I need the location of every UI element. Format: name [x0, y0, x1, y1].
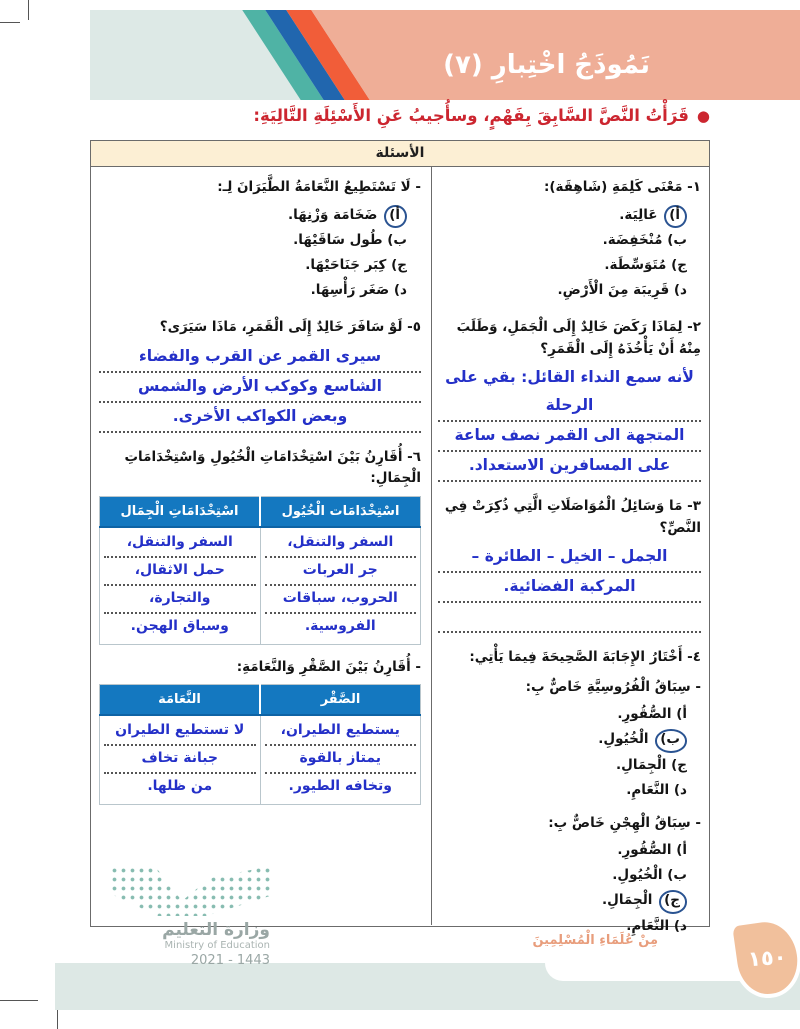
table2-header-falcon: الصَّقْر — [260, 685, 421, 716]
q1-option-b-letter: ب) — [667, 232, 687, 249]
table2-falcon-cell — [260, 715, 421, 805]
question-2-prompt: ٢- لِمَاذَا رَكَضَ خَالِدٌ إِلَى الْجَمَلِ، وَطَلَبَ مِنْهُ أَنْ يَأْخُذَهُ إِلَى الْقَمَرِ؟ — [456, 319, 701, 357]
instruction-line — [85, 106, 710, 125]
q3-answer-line: المركبة الفضائية. — [438, 573, 701, 603]
falcon-ostrich-prompt: - أُقَارِنُ بَيْنَ الصَّقْرِ وَالنَّعَامَةِ: — [236, 658, 421, 675]
right-column — [431, 167, 709, 934]
q4s1-option-c-letter: ج) — [671, 756, 687, 773]
q2-answer-line: على المسافرين الاستعداد. — [438, 452, 701, 482]
table2-ostrich-line: جبانة تخاف — [104, 746, 256, 774]
table2-header-ostrich: النَّعَامَة — [100, 685, 261, 716]
table1-horses-line: السفر والتنقل، — [265, 530, 417, 558]
footer-motto: مِنْ عُلَمَاءِ الْمُسْلِمِينَ — [532, 933, 658, 948]
q1-option-d — [438, 278, 701, 303]
answer-circle-mark: ج) — [659, 890, 687, 914]
answer-circle-mark: أ) — [384, 205, 407, 229]
table2-ostrich-line: لا تستطيع الطيران — [104, 718, 256, 746]
q4s1-option-c — [438, 753, 701, 778]
crop-mark-top-left-h — [0, 22, 20, 23]
q1-option-d-text: قَرِيبَة مِنَ الْأَرْضِ. — [557, 282, 670, 299]
q4s2-option-b-letter: ب) — [667, 867, 687, 884]
table1-header-horses: اسْتِخْدَامَات الْخُيُول — [260, 496, 421, 527]
crop-mark-bottom-left-h — [0, 1000, 38, 1001]
question-4-sub3 — [99, 177, 421, 303]
q4s1-option-d-text: النَّعَامِ. — [626, 781, 670, 798]
q4s3-option-b-letter: ب) — [387, 232, 407, 249]
q2-answer-line: المتجهة الى القمر نصف ساعة — [438, 422, 701, 452]
q4s3-option-b — [99, 228, 421, 253]
q3-answer-line — [438, 603, 701, 633]
question-4 — [438, 647, 701, 939]
q4s1-option-d — [438, 778, 701, 803]
q5-answer-line: سيرى القمر عن القرب والفضاء — [99, 343, 421, 373]
q4s2-option-d-text: النَّعَامِ. — [626, 917, 670, 934]
ministry-year: 2021 - 1443 — [190, 953, 270, 968]
q4s3-option-c — [99, 253, 421, 278]
q1-option-c — [438, 253, 701, 278]
question-3-prompt: ٣- مَا وَسَائِلُ الْمُوَاصَلَاتِ الَّتِي ذُكِرَتْ فِي النَّصِّ؟ — [444, 498, 701, 536]
bullet-icon: ● — [696, 107, 710, 125]
falcon-ostrich-table — [99, 684, 421, 805]
q4-sub1-prompt: - سِبَاقُ الْفُرُوسِيَّةِ خَاصٌّ بِ: — [525, 678, 701, 695]
q4s2-option-c-text: الْجِمَالِ. — [602, 892, 653, 909]
q4s3-option-c-letter: ج) — [391, 257, 407, 274]
table1-camels-line: والتجارة، — [104, 586, 256, 614]
q4s2-option-a — [438, 838, 701, 863]
q4s1-option-d-letter: د) — [673, 781, 687, 798]
q4s2-option-a-text: الصُّقُورِ. — [617, 842, 672, 859]
q4s3-option-a-text: ضَخَامَة وَزْنِهَا. — [288, 206, 378, 223]
q4s2-option-c — [438, 888, 701, 914]
questions-box-header: الأسئلة — [91, 141, 709, 167]
q1-option-c-letter: ج) — [671, 257, 687, 274]
q4s2-option-b — [438, 863, 701, 888]
q5-answer-line: الشاسع وكوكب الأرض والشمس — [99, 373, 421, 403]
q4-sub2-prompt: - سِبَاقُ الْهِجْنِ خَاصٌّ بِ: — [548, 814, 701, 831]
q4s3-option-c-text: كِبَر جَنَاحَيْهَا. — [305, 257, 387, 274]
question-6-prompt: ٦- أُقَارِنُ بَيْنَ اسْتِخْدَامَاتِ الْخُيُولِ وَاسْتِخْدَامَاتِ الْجِمَالِ: — [124, 448, 421, 487]
table1-horses-line: جر العربات — [265, 558, 417, 586]
page-title: نَمُوذَجُ اخْتِبارِ (٧) — [443, 50, 650, 80]
table1-horses-line: الفروسية. — [304, 617, 376, 634]
crop-mark-top-left-v — [28, 0, 29, 20]
question-5-prompt: ٥- لَوْ سَافَرَ خَالِدٌ إِلَى الْقَمَرِ، مَاذَا سَيَرَى؟ — [159, 319, 421, 336]
ministry-name-en: Ministry of Education — [164, 940, 270, 951]
q4s3-option-d-letter: د) — [393, 282, 407, 299]
table1-camels-cell — [100, 527, 261, 645]
q4s2-option-b-text: الْخُيُولِ. — [612, 867, 663, 884]
question-6 — [99, 447, 421, 806]
q1-option-c-text: مُتَوَسِّطَة. — [604, 257, 667, 274]
question-1-prompt: ١- مَعْنَى كَلِمَةِ (شَاهِقَة): — [543, 179, 701, 195]
q3-answer-line: الجمل – الخيل – الطائرة – — [438, 543, 701, 573]
q4s1-option-b-text: الْخُيُولِ. — [598, 731, 649, 748]
answer-circle-mark: ب) — [655, 729, 687, 753]
table1-camels-line: وسباق الهجن. — [130, 617, 229, 634]
question-2 — [438, 317, 701, 482]
question-1 — [438, 177, 701, 303]
table2-falcon-line: يستطيع الطيران، — [265, 718, 417, 746]
q1-option-a — [438, 203, 701, 229]
q5-answer-line: وبعض الكواكب الأخرى. — [99, 403, 421, 433]
bottom-bar-notch — [545, 963, 760, 981]
q4s1-option-c-text: الْجِمَالِ. — [616, 756, 667, 773]
q4s3-option-a — [99, 203, 421, 229]
left-column — [91, 167, 431, 925]
q4s2-option-d-letter: د) — [673, 917, 687, 934]
instruction-text: قَرَأْتُ النَّصَّ السَّابِقَ بِفَهْمٍ، وسأُجيبُ عَنِ الأَسْئِلَةِ التَّالِيَةِ: — [253, 106, 689, 125]
q4s2-option-a-letter: أ) — [676, 842, 687, 859]
q4s3-option-b-text: طُول سَاقَيْهَا. — [293, 232, 383, 249]
uses-comparison-table — [99, 496, 421, 645]
q1-option-a-text: عَالِيَة. — [619, 206, 658, 223]
table1-horses-line: الحروب، سباقات — [265, 586, 417, 614]
ministry-logo — [95, 866, 270, 968]
header-band — [90, 10, 800, 100]
q4-sub3-prompt: - لَا تَسْتَطِيعُ النَّعَامَةُ الطَّيَرَانَ لِـ: — [217, 179, 421, 195]
table2-ostrich-cell — [100, 715, 261, 805]
q4s1-option-a-letter: أ) — [676, 706, 687, 723]
table2-ostrich-line: من ظلها. — [147, 778, 213, 795]
q4s1-option-a — [438, 702, 701, 727]
page-number: ١٥٠ — [746, 944, 788, 972]
q1-option-b — [438, 228, 701, 253]
q1-option-b-text: مُنْخَفِضَة. — [602, 232, 663, 249]
answer-circle-mark: أ) — [664, 205, 687, 229]
q2-answer-line: لأنه سمع النداء القائل: بقي على الرحلة — [438, 364, 701, 422]
table2-falcon-line: يمتاز بالقوة — [265, 746, 417, 774]
table1-camels-line: السفر والتنقل، — [104, 530, 256, 558]
q4s3-option-d — [99, 278, 421, 303]
table1-header-camels: اسْتِخْدَامَاتِ الْجِمَال — [100, 496, 261, 527]
table1-camels-line: حمل الاثقال، — [104, 558, 256, 586]
ministry-logo-icon — [110, 866, 270, 916]
question-4-prompt: ٤- أَخْتَارُ الإِجَابَةَ الصَّحِيحَةَ فِيمَا يَأْتِي: — [469, 649, 701, 666]
q1-option-d-letter: د) — [673, 282, 687, 299]
table2-falcon-line: وتخافه الطيور. — [288, 778, 392, 795]
question-3 — [438, 496, 701, 633]
q4s1-option-a-text: الصُّقُورِ. — [617, 706, 672, 723]
q4s1-option-b — [438, 727, 701, 753]
ministry-name-ar: وزارة التعليم — [162, 920, 270, 940]
table1-horses-cell — [260, 527, 421, 645]
question-5 — [99, 317, 421, 433]
q4s3-option-d-text: صَغَر رَأْسِهَا. — [310, 282, 390, 299]
